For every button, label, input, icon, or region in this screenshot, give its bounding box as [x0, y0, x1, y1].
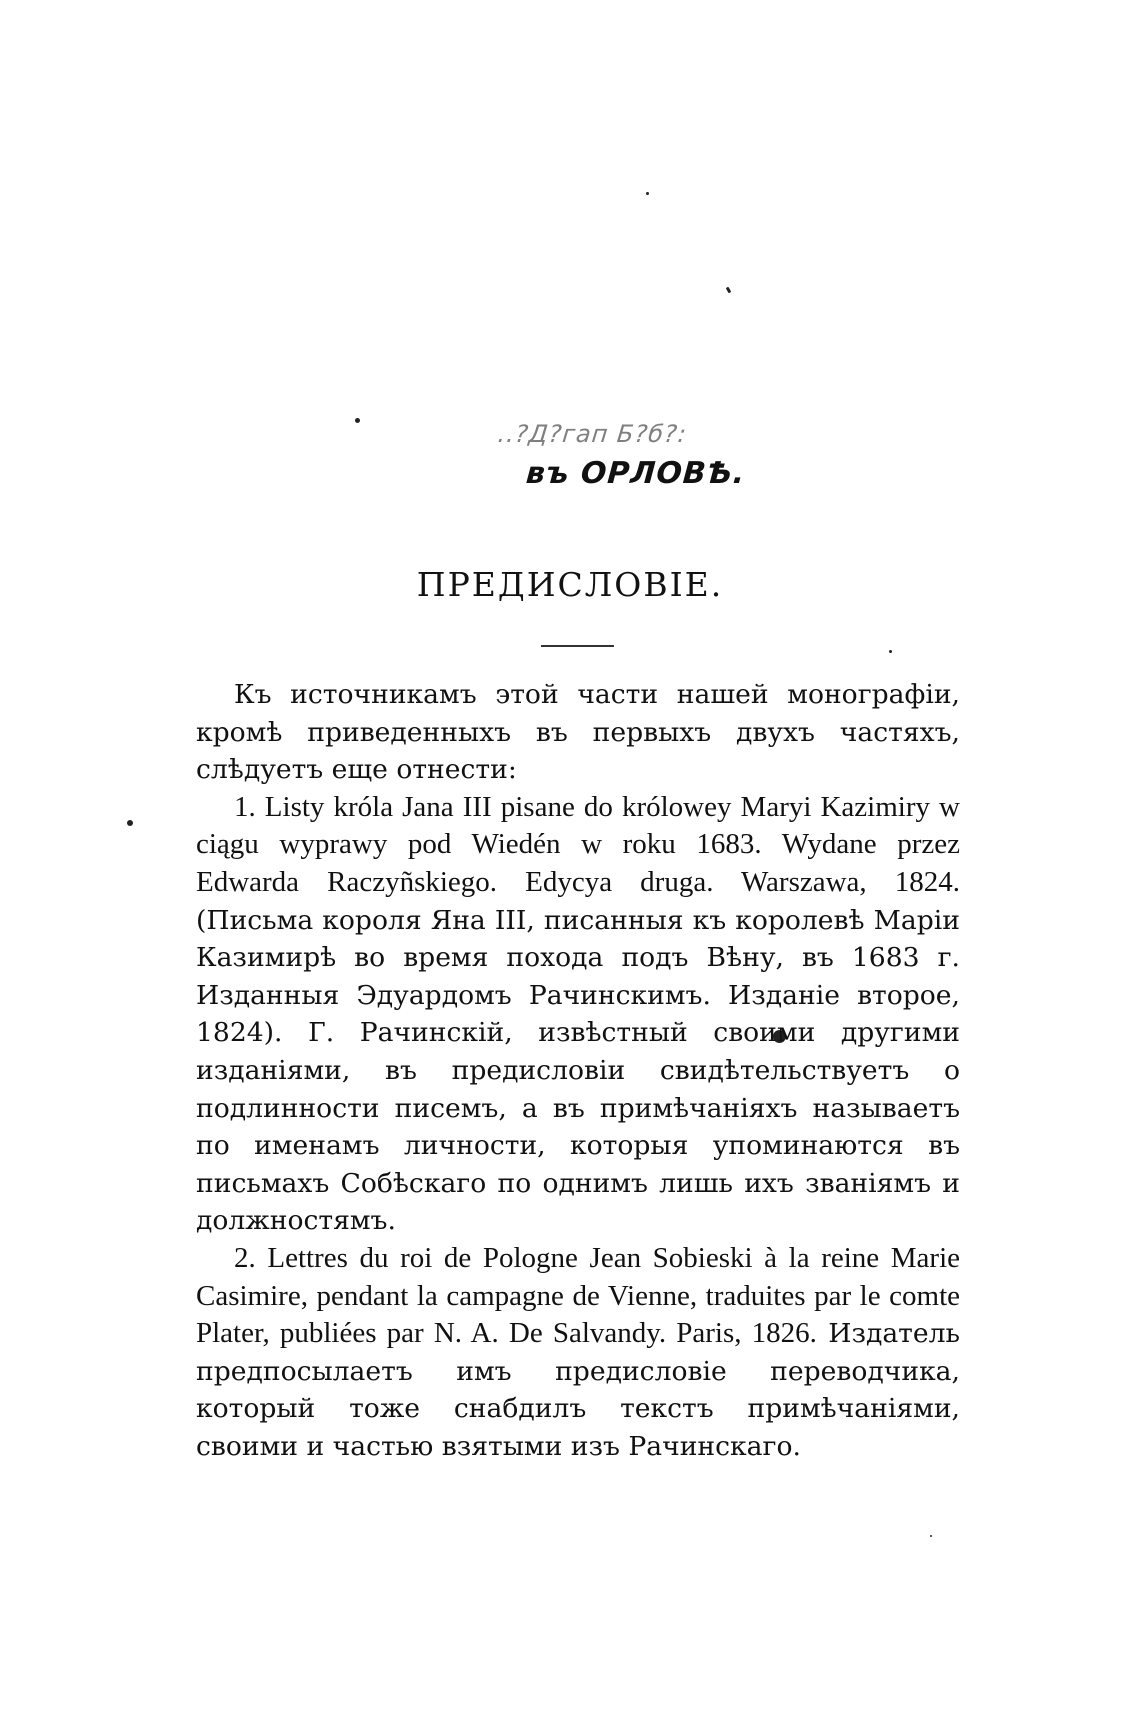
page-title: ПРЕДИСЛОВІЕ.: [416, 565, 724, 604]
source-item-2: [196, 1240, 960, 1466]
source-item-1: [196, 789, 960, 1240]
stamp-city-line: въ ОРЛОВѢ.: [524, 456, 747, 491]
stamp-faded-line: ..?Д?гап Б?б?:: [496, 420, 689, 448]
intro-paragraph: Къ источникамъ этой части нашей монографіи, кромѣ приведенныхъ въ первыхъ двухъ частяхъ, слѣдуетъ еще отнести:: [196, 679, 960, 786]
scan-speck: [930, 1535, 932, 1537]
library-stamp: [480, 420, 747, 510]
scan-speck: [646, 192, 649, 195]
scan-speck: [355, 418, 360, 423]
source-item-1-citation: 1. Listy króla Jana III pisane do królowey Maryi Kazimiry w ciągu wyprawy pod Wiedén w roku 1683. Wydane przez Edwarda Raczyñskiego. Edycya druga. Warszawa, 1824.: [196, 790, 960, 898]
scan-speck: [127, 820, 133, 826]
source-item-2-citation: 2. Lettres du roi de Pologne Jean Sobieski à la reine Marie Casimire, pendant la campagne de Vienne, traduites par le comte Plater, publiées par N. A. De Salvandy. Paris, 1826.: [196, 1241, 960, 1350]
title-divider: [541, 645, 614, 647]
source-item-1-commentary: (Письма короля Яна III, писанныя къ королевѣ Маріи Казимирѣ во время похода подъ Вѣну, въ 1683 г. Изданныя Эдуардомъ Рачинскимъ. Изданіе второе, 1824). Г. Рачинскій, извѣстный своими другими изданіями, въ предисловіи свидѣтельствуетъ о подлинности писемъ, а въ примѣчаніяхъ называетъ по именамъ личности, которыя упоминаются въ письмахъ Собѣскаго по однимъ лишь ихъ званіямъ и должностямъ.: [196, 904, 960, 1237]
preface-body: [196, 676, 960, 1465]
scan-speck: [726, 287, 732, 294]
scan-speck: [889, 650, 892, 653]
source-item-2-commentary: Издатель предпосылаетъ имъ предисловіе переводчика, который тоже снабдилъ текстъ примѣчаніями, своими и частью взятыми изъ Рачинскаго.: [196, 1318, 960, 1462]
